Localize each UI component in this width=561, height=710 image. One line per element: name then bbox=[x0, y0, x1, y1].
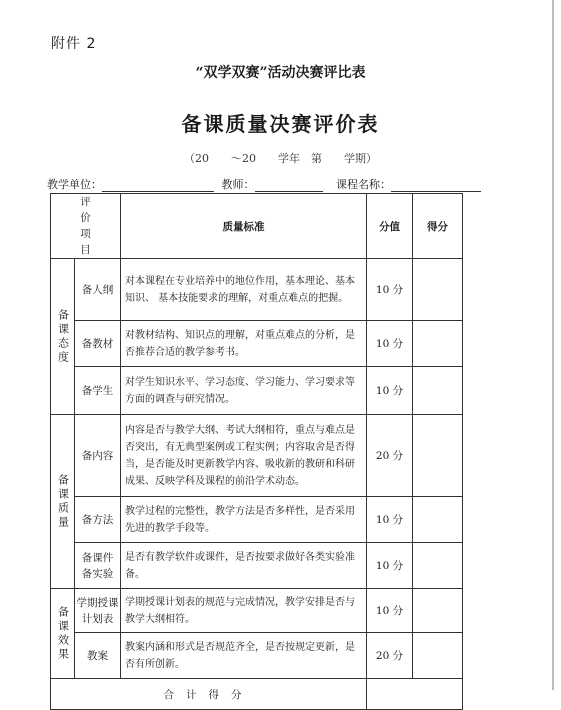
attachment-label: 附件 2 bbox=[51, 36, 97, 52]
item-standard: 教案内涵和形式是否规范齐全，是否按规定更新，是否有所创新。 bbox=[121, 633, 367, 679]
item-name: 备学生 bbox=[75, 367, 121, 415]
table-row bbox=[51, 543, 463, 589]
score-input-cell[interactable] bbox=[413, 497, 463, 543]
item-standard: 对教材结构、知识点的理解，对重点难点的分析，是否推荐合适的教学参考书。 bbox=[121, 321, 367, 367]
item-name: 备人纲 bbox=[75, 259, 121, 321]
item-score: 20 分 bbox=[367, 633, 413, 679]
unit-field[interactable] bbox=[102, 181, 214, 192]
item-score: 10 分 bbox=[367, 259, 413, 321]
total-label: 合计得分 bbox=[51, 679, 367, 710]
table-row bbox=[51, 321, 463, 367]
table-row bbox=[51, 415, 463, 497]
score-input-cell[interactable] bbox=[413, 543, 463, 589]
total-score-cell[interactable] bbox=[367, 679, 463, 710]
item-standard: 教学过程的完整性，教学方法是否多样性，是否采用先进的教学手段等。 bbox=[121, 497, 367, 543]
course-label: 课程名称： bbox=[336, 178, 391, 191]
item-standard: 对本课程在专业培养中的地位作用，基本理论、基本知识、 基本技能要求的理解，对重点难点的把握。 bbox=[121, 259, 367, 321]
header-score: 分值 bbox=[367, 194, 413, 259]
category-effect: 备课效果 bbox=[51, 589, 75, 679]
term-line: （20 ～20 学年 第 学期） bbox=[184, 152, 377, 165]
item-standard: 内容是否与教学大纲、考试大纲相符，重点与难点是否突出，有无典型案例或工程实例；内容取舍是否得当，是否能及时更新教学内容、吸收新的教研和科研成果、反映学科及课程的前沿学术动态。 bbox=[121, 415, 367, 497]
course-field[interactable] bbox=[391, 181, 481, 192]
page-edge bbox=[552, 0, 554, 690]
item-score: 10 分 bbox=[367, 497, 413, 543]
item-name: 教案 bbox=[75, 633, 121, 679]
score-input-cell[interactable] bbox=[413, 321, 463, 367]
evaluation-table bbox=[50, 193, 463, 710]
score-input-cell[interactable] bbox=[413, 415, 463, 497]
header-eval-item: 评 价 项 目 bbox=[51, 194, 121, 259]
document-title: 备课质量决赛评价表 bbox=[181, 112, 380, 136]
meta-row bbox=[47, 176, 467, 192]
category-attitude: 备课态度 bbox=[51, 259, 75, 415]
table-row bbox=[51, 497, 463, 543]
teacher-label: 教师： bbox=[221, 178, 255, 191]
header-got-score: 得分 bbox=[413, 194, 463, 259]
item-score: 20 分 bbox=[367, 415, 413, 497]
document-subtitle: “双学双赛”活动决赛评比表 bbox=[195, 65, 366, 81]
item-name: 备课件 备实验 bbox=[75, 543, 121, 589]
table-row bbox=[51, 367, 463, 415]
table-row bbox=[51, 633, 463, 679]
item-name: 备内容 bbox=[75, 415, 121, 497]
score-input-cell[interactable] bbox=[413, 259, 463, 321]
item-name: 学期授课 计划表 bbox=[75, 589, 121, 633]
item-name: 备方法 bbox=[75, 497, 121, 543]
item-standard: 对学生知识水平、学习态度、学习能力、学习要求等方面的调查与研究情况。 bbox=[121, 367, 367, 415]
item-score: 10 分 bbox=[367, 589, 413, 633]
table-row bbox=[51, 589, 463, 633]
item-standard: 学期授课计划表的规范与完成情况，教学安排是否与教学大纲相符。 bbox=[121, 589, 367, 633]
unit-label: 教学单位： bbox=[47, 178, 102, 191]
table-row bbox=[51, 259, 463, 321]
category-quality: 备课质量 bbox=[51, 415, 75, 589]
score-input-cell[interactable] bbox=[413, 633, 463, 679]
item-score: 10 分 bbox=[367, 321, 413, 367]
item-name: 备教材 bbox=[75, 321, 121, 367]
teacher-field[interactable] bbox=[255, 181, 323, 192]
score-input-cell[interactable] bbox=[413, 589, 463, 633]
table-header-row bbox=[51, 194, 463, 259]
item-score: 10 分 bbox=[367, 367, 413, 415]
score-input-cell[interactable] bbox=[413, 367, 463, 415]
item-score: 10 分 bbox=[367, 543, 413, 589]
item-standard: 是否有教学软件或课件，是否按要求做好各类实验准备。 bbox=[121, 543, 367, 589]
total-row bbox=[51, 679, 463, 710]
header-standard: 质量标准 bbox=[121, 194, 367, 259]
